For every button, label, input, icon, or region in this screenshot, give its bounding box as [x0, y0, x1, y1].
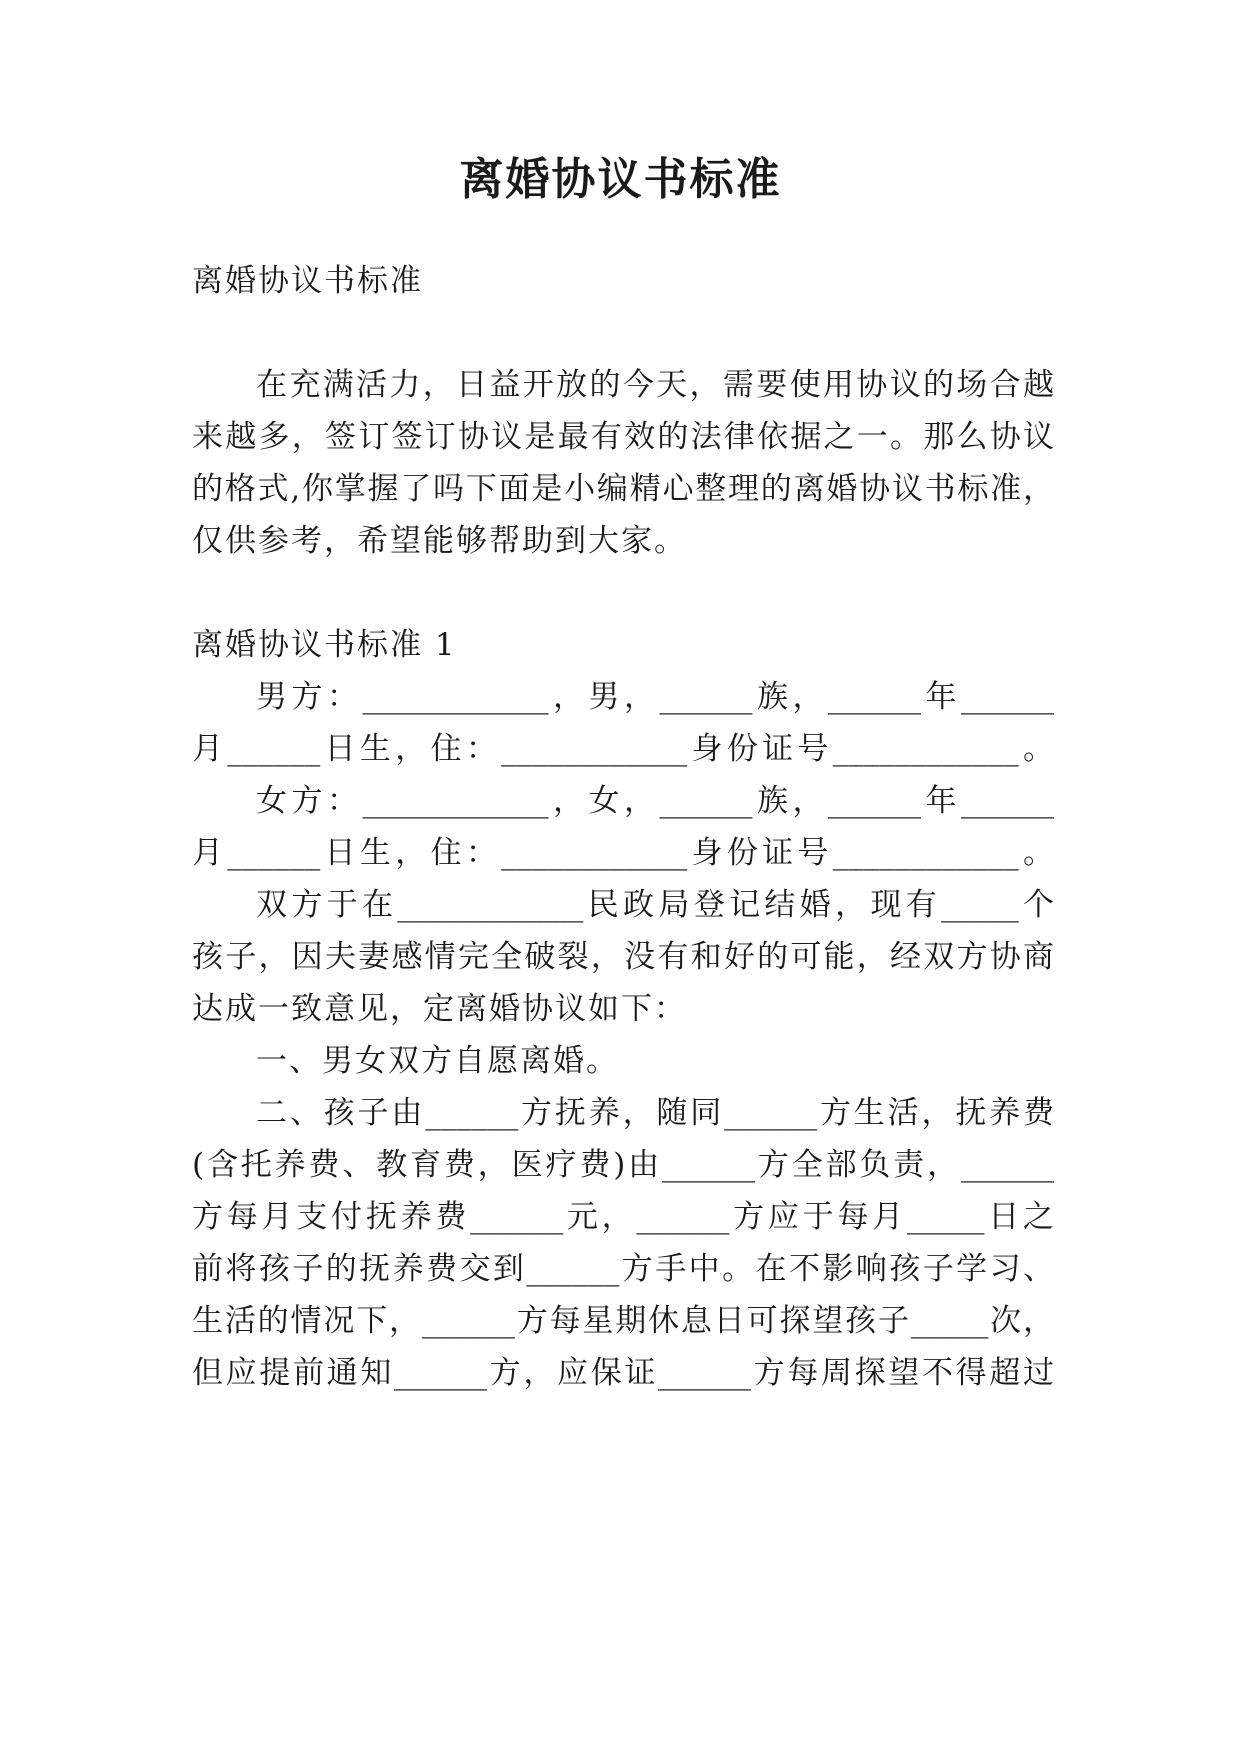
document-title: 离婚协议书标准 — [459, 154, 782, 205]
body-line: 一、男女双方自愿离婚。 — [256, 1043, 619, 1079]
body-line: 双方于在____________民政局登记结婚，现有_____个 — [256, 887, 1054, 923]
body-line: 女方：____________，女，______族，______年______ — [256, 783, 1054, 819]
body-line: 男方：____________，男，______族，______年______ — [256, 679, 1054, 715]
body-line: 孩子，因夫妻感情完全破裂，没有和好的可能，经双方协商 — [192, 939, 1054, 975]
body-line: (含托养费、教育费，医疗费)由______方全部负责，______ — [192, 1147, 1054, 1183]
intro-line: 来越多，签订签订协议是最有效的法律依据之一。那么协议 — [192, 419, 1054, 455]
body-line: 月______日生，住：____________身份证号____________。 — [192, 835, 1054, 871]
body-line: 生活的情况下，______方每星期休息日可探望孩子_____次， — [192, 1303, 1054, 1339]
intro-line: 仅供参考，希望能够帮助到大家。 — [192, 523, 687, 559]
section-heading: 离婚协议书标准 1 — [192, 627, 457, 663]
body-line: 二、孩子由______方抚养，随同______方生活，抚养费 — [256, 1095, 1054, 1131]
document-subtitle: 离婚协议书标准 — [192, 263, 423, 299]
intro-line: 的格式,你掌握了吗下面是小编精心整理的离婚协议书标准， — [192, 471, 1054, 507]
body-line: 达成一致意见，定离婚协议如下： — [192, 991, 687, 1027]
body-line: 前将孩子的抚养费交到______方手中。在不影响孩子学习、 — [192, 1251, 1054, 1287]
body-line: 方每月支付抚养费______元，______方应于每月_____日之 — [192, 1199, 1054, 1235]
intro-line: 在充满活力，日益开放的今天，需要使用协议的场合越 — [256, 367, 1054, 403]
body-line: 但应提前通知______方，应保证______方每周探望不得超过 — [192, 1355, 1054, 1391]
body-line: 月______日生，住：____________身份证号____________。 — [192, 731, 1054, 767]
